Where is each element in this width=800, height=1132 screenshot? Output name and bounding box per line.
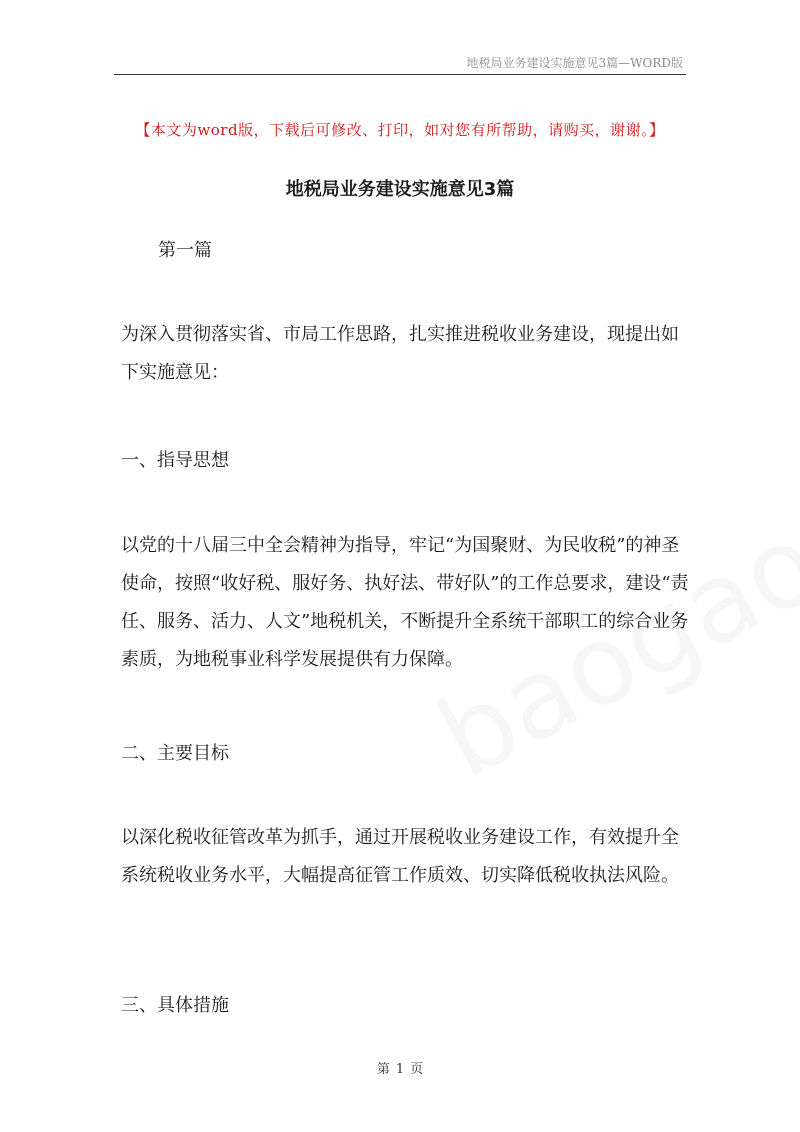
part-label: 第一篇 bbox=[158, 240, 212, 261]
footer-prefix: 第 bbox=[376, 1062, 390, 1077]
section-heading-guiding-ideology: 一、指导思想 bbox=[121, 450, 229, 471]
section-heading-specific-measures: 三、具体措施 bbox=[121, 995, 229, 1016]
page-footer bbox=[0, 1058, 800, 1077]
document-title: 地税局业务建设实施意见3篇 bbox=[285, 179, 515, 200]
section-body-main-goals: 以深化税收征管改革为抓手，通过开展税收业务建设工作，有效提升全系统税收业务水平，大幅提高征管工作质效、切实降低税收执法风险。 bbox=[121, 827, 679, 886]
footer-suffix: 页 bbox=[410, 1062, 424, 1077]
running-header: 地税局业务建设实施意见3篇—WORD版 bbox=[466, 56, 683, 70]
section-heading-main-goals: 二、主要目标 bbox=[121, 743, 229, 764]
header-divider bbox=[114, 74, 686, 75]
purchase-notice: 【本文为word版，下载后可修改、打印，如对您有所帮助，请购买，谢谢。】 bbox=[135, 121, 665, 139]
page-number: 1 bbox=[395, 1062, 405, 1077]
intro-paragraph: 为深入贯彻落实省、市局工作思路，扎实推进税收业务建设，现提出如下实施意见： bbox=[121, 324, 679, 383]
section-body-guiding-ideology: 以党的十八届三中全会精神为指导，牢记“为国聚财、为民收税”的神圣使命，按照“收好税、服好务、执好法、带好队”的工作总要求，建设“责任、服务、活力、人文”地税机关，不断提升全系统干部职工的综合业务素质，为地税事业科学发展提供有力保障。 bbox=[121, 535, 689, 670]
